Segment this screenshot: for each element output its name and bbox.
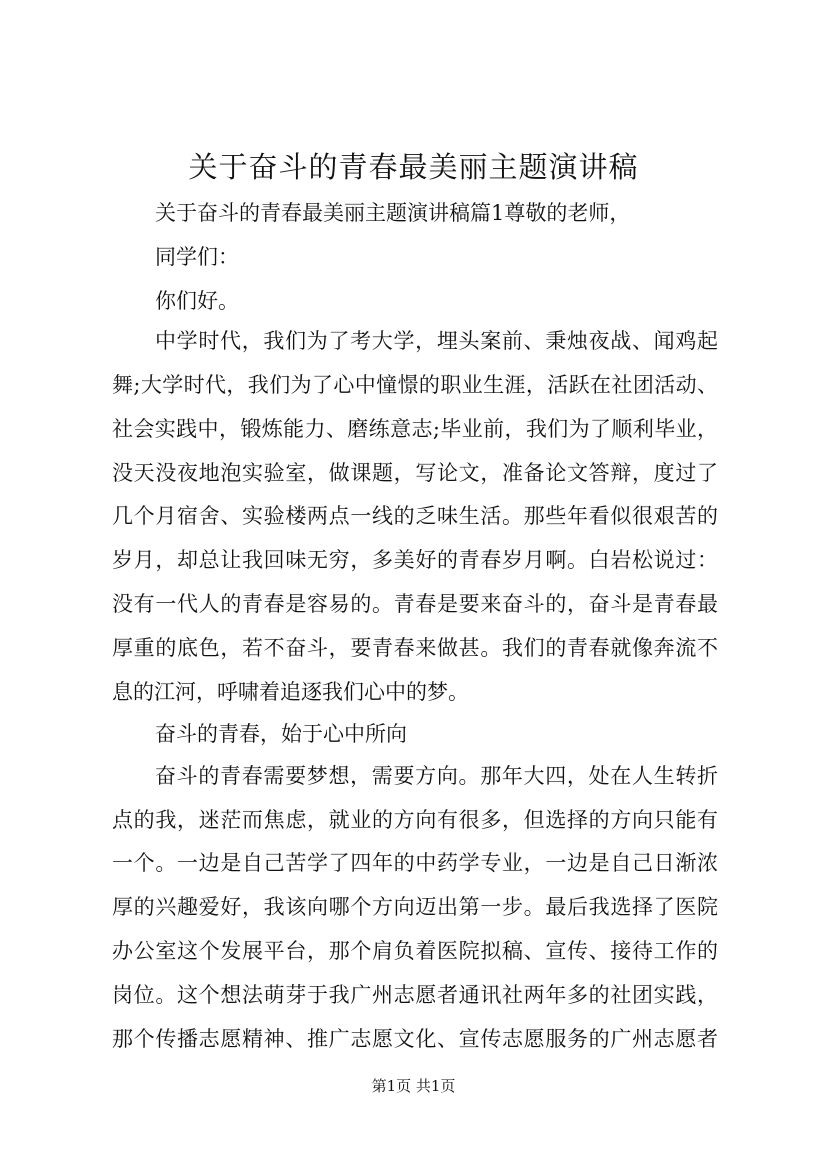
paragraph-line: 息的江河，呼啸着追逐我们心中的梦。 <box>112 680 469 704</box>
paragraph-line: 没有一代人的青春是容易的。青春是要来奋斗的，奋斗是青春最 <box>112 592 718 616</box>
paragraph-line: 你们好。 <box>155 289 239 313</box>
paragraph-line: 厚的兴趣爱好，我该向哪个方向迈出第一步。最后我选择了医院 <box>112 895 718 919</box>
paragraph-line: 同学们： <box>155 245 239 269</box>
paragraph-line: 关于奋斗的青春最美丽主题演讲稿篇1尊敬的老师， <box>155 201 631 225</box>
page-number-footer: 第1页 共1页 <box>371 1077 456 1095</box>
paragraph-line: 社会实践中，锻炼能力、磨练意志;毕业前，我们为了顺利毕业， <box>112 417 718 441</box>
paragraph-line: 岁月，却总让我回味无穷，多美好的青春岁月啊。白岩松说过： <box>112 548 718 572</box>
paragraph-line: 没天没夜地泡实验室，做课题，写论文，准备论文答辩，度过了 <box>112 461 718 485</box>
paragraph-line: 办公室这个发展平台，那个肩负着医院拟稿、宣传、接待工作的 <box>112 939 718 963</box>
paragraph-line: 岗位。这个想法萌芽于我广州志愿者通讯社两年多的社团实践， <box>112 983 718 1007</box>
paragraph-line: 一个。一边是自己苦学了四年的中药学专业，一边是自己日渐浓 <box>112 851 718 875</box>
paragraph-line: 奋斗的青春需要梦想，需要方向。那年大四，处在人生转折 <box>155 764 718 788</box>
document-title: 关于奋斗的青春最美丽主题演讲稿 <box>188 150 639 184</box>
paragraph-line: 几个月宿舍、实验楼两点一线的乏味生活。那些年看似很艰苦的 <box>112 504 718 528</box>
paragraph-line: 厚重的底色，若不奋斗，要青春来做甚。我们的青春就像奔流不 <box>112 636 718 660</box>
paragraph-line: 点的我，迷茫而焦虑，就业的方向有很多，但选择的方向只能有 <box>112 808 718 832</box>
section-heading: 奋斗的青春，始于心中所向 <box>155 722 407 746</box>
paragraph-line: 中学时代，我们为了考大学，埋头案前、秉烛夜战、闻鸡起 <box>155 329 718 353</box>
paragraph-line: 舞;大学时代，我们为了心中憧憬的职业生涯，活跃在社团活动、 <box>112 373 718 397</box>
paragraph-line: 那个传播志愿精神、推广志愿文化、宣传志愿服务的广州志愿者 <box>112 1027 718 1051</box>
